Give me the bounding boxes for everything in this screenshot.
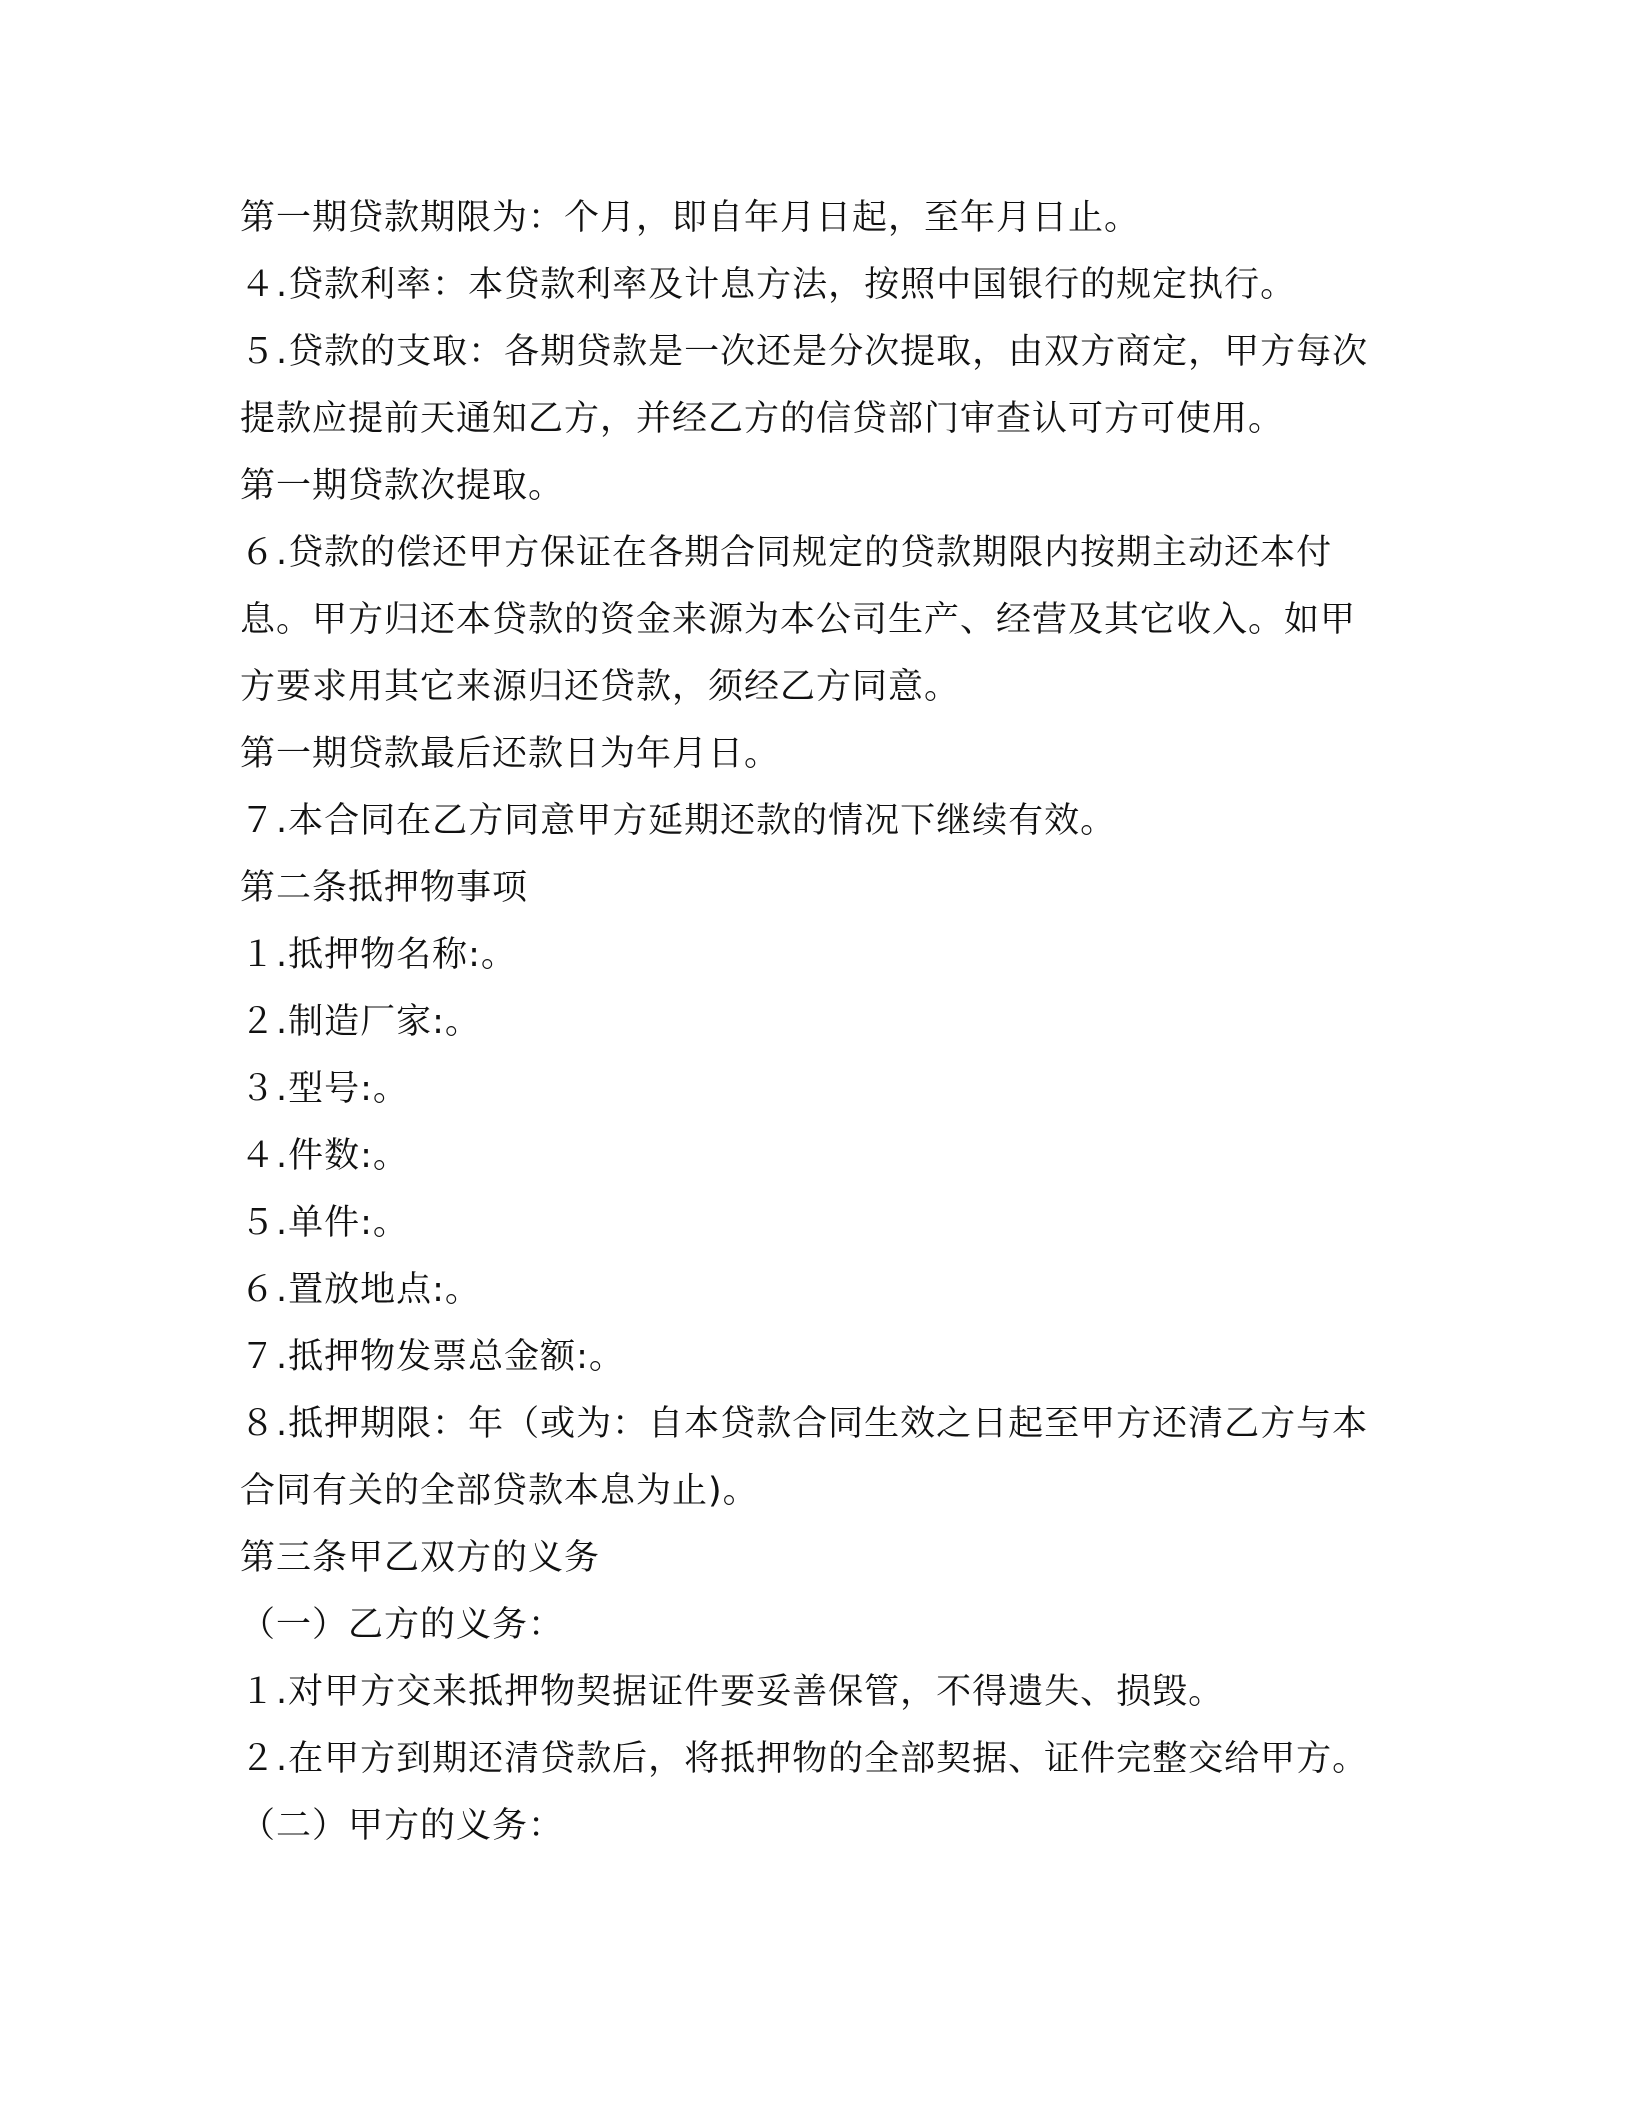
text-line: ２.制造厂家:。 bbox=[240, 1002, 481, 1042]
text-line: ７.抵押物发票总金额:。 bbox=[240, 1337, 625, 1377]
document-body bbox=[240, 185, 1390, 1860]
section-heading: 第三条甲乙双方的义务 bbox=[240, 1538, 601, 1578]
text-line: １.抵押物名称:。 bbox=[240, 935, 517, 975]
subsection-heading: （二）甲方的义务： bbox=[240, 1806, 565, 1846]
text-line: ５.贷款的支取：各期贷款是一次还是分次提取，由双方商定，甲方每次 bbox=[240, 332, 1369, 372]
text-line: ６.贷款的偿还甲方保证在各期合同规定的贷款期限内按期主动还本付 bbox=[240, 533, 1333, 573]
text-line: ８.抵押期限：年（或为：自本贷款合同生效之日起至甲方还清乙方与本 bbox=[240, 1404, 1369, 1444]
text-line: ５.单件:。 bbox=[240, 1203, 409, 1243]
text-line: ４.贷款利率：本贷款利率及计息方法，按照中国银行的规定执行。 bbox=[240, 265, 1297, 305]
text-line: ２.在甲方到期还清贷款后，将抵押物的全部契据、证件完整交给甲方。 bbox=[240, 1739, 1369, 1779]
text-line: 第一期贷款期限为：个月，即自年月日起，至年月日止。 bbox=[240, 198, 1141, 238]
text-line: 方要求用其它来源归还贷款，须经乙方同意。 bbox=[240, 667, 961, 707]
subsection-heading: （一）乙方的义务： bbox=[240, 1605, 565, 1645]
text-line: ７.本合同在乙方同意甲方延期还款的情况下继续有效。 bbox=[240, 801, 1117, 841]
text-line: 第一期贷款次提取。 bbox=[240, 466, 565, 506]
text-line: 第一期贷款最后还款日为年月日。 bbox=[240, 734, 781, 774]
text-line: ６.置放地点:。 bbox=[240, 1270, 481, 1310]
text-line: 提款应提前天通知乙方，并经乙方的信贷部门审查认可方可使用。 bbox=[240, 399, 1285, 439]
text-line: １.对甲方交来抵押物契据证件要妥善保管，不得遗失、损毁。 bbox=[240, 1672, 1225, 1712]
section-heading: 第二条抵押物事项 bbox=[240, 868, 529, 908]
text-line: 息。甲方归还本贷款的资金来源为本公司生产、经营及其它收入。如甲 bbox=[240, 600, 1357, 640]
text-line: ４.件数:。 bbox=[240, 1136, 409, 1176]
text-line: ３.型号:。 bbox=[240, 1069, 409, 1109]
text-line: 合同有关的全部贷款本息为止)。 bbox=[240, 1471, 759, 1511]
